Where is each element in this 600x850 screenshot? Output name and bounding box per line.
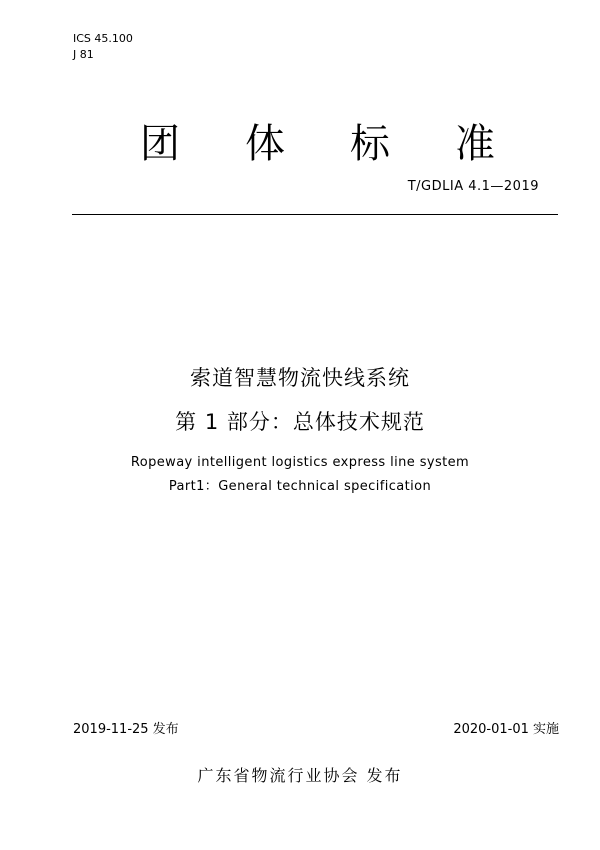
doc-type-char-3: 标 — [350, 121, 390, 167]
document-type-title — [0, 120, 600, 172]
header-divider — [72, 214, 558, 215]
title-cn-line2: 第 1 部分：总体技术规范 — [175, 410, 425, 434]
ccs-code: J 81 — [73, 48, 94, 61]
implementation-date: 2020-01-01 实施 — [453, 722, 559, 737]
ics-code: ICS 45.100 — [73, 32, 133, 45]
ics-classification — [73, 31, 133, 63]
title-cn-line1: 索道智慧物流快线系统 — [190, 366, 410, 390]
doc-type-char-2: 体 — [245, 121, 285, 167]
issue-date: 2019-11-25 发布 — [73, 722, 179, 737]
doc-type-char-4: 准 — [455, 121, 495, 167]
title-en-line2: Part1：General technical specification — [168, 479, 432, 494]
standard-number: T/GDLIA 4.1—2019 — [407, 179, 539, 194]
publisher: 广东省物流行业协会 发布 — [197, 766, 403, 785]
doc-type-char-1: 团 — [140, 121, 180, 167]
title-en-line1: Ropeway intelligent logistics express line system — [130, 455, 470, 470]
